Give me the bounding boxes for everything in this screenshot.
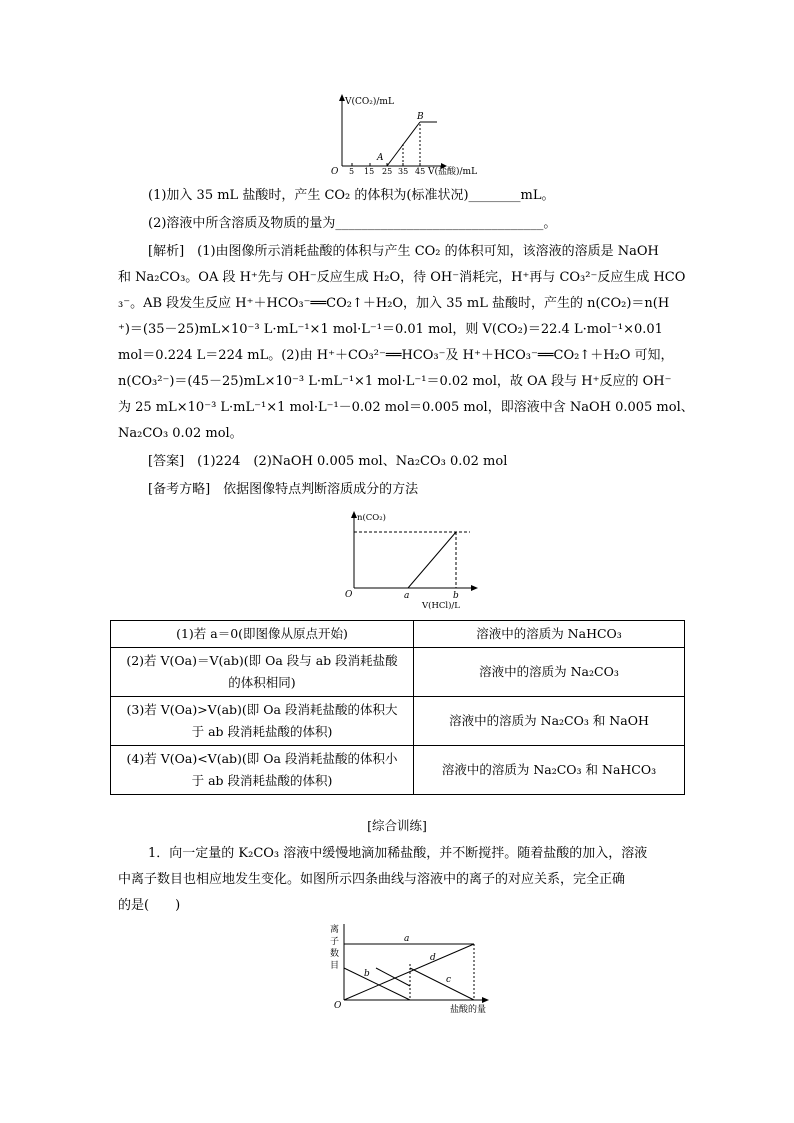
table-cell: 溶液中的溶质为 Na₂CO₃ 和 NaOH bbox=[414, 697, 685, 746]
graph1-tick: 25 bbox=[382, 167, 393, 176]
graph1-y-label: V(CO₂)/mL bbox=[345, 97, 394, 107]
analysis-line: Na₂CO₃ 0.02 mol。 bbox=[118, 426, 243, 441]
table-cell: 溶液中的溶质为 Na₂CO₃ bbox=[414, 648, 685, 697]
curve-c bbox=[376, 968, 410, 986]
table-cell: 溶液中的溶质为 NaHCO₃ bbox=[414, 621, 685, 648]
graph1-tick: 5 bbox=[349, 167, 355, 176]
graph3-label-b: b bbox=[364, 969, 370, 979]
table-cell: 溶液中的溶质为 Na₂CO₃ 和 NaHCO₃ bbox=[414, 746, 685, 795]
analysis-line: ⁺)＝(35－25)mL×10⁻³ L·mL⁻¹×1 mol·L⁻¹＝0.01 mol，则 V(CO₂)＝22.4 L·mol⁻¹×0.01 bbox=[118, 322, 663, 337]
graph3-y-label: 目 bbox=[330, 961, 340, 971]
table-cell: (4)若 V(Oa)<V(ab)(即 Oa 段消耗盐酸的体积小 于 ab 段消耗盐酸的体积) bbox=[111, 746, 414, 795]
exercise-line: 中离子数目也相应地发生变化。如图所示四条曲线与溶液中的离子的对应关系，完全正确 bbox=[118, 872, 626, 887]
graph1-tick: 15 bbox=[364, 167, 375, 176]
graph3-y-label: 数 bbox=[330, 949, 340, 959]
question-1: (1)加入 35 mL 盐酸时，产生 CO₂ 的体积为(标准状况)________mL。 bbox=[148, 188, 555, 203]
graph1-point-b: B bbox=[417, 112, 424, 122]
line-ab bbox=[408, 532, 456, 588]
graph3-y-label: 离 bbox=[330, 925, 340, 935]
table-cell: (2)若 V(Oa)＝V(ab)(即 Oa 段与 ab 段消耗盐酸 的体积相同) bbox=[111, 648, 414, 697]
graph3-y-label: 子 bbox=[330, 937, 340, 947]
graph3-label-d: d bbox=[430, 953, 436, 963]
table-row bbox=[111, 697, 685, 746]
graph1-tick: 45 bbox=[415, 167, 426, 176]
graph2-origin: O bbox=[345, 590, 353, 600]
graph3-x-label: 盐酸的量 bbox=[450, 1005, 487, 1015]
graph1-x-label: V(盐酸)/mL bbox=[428, 167, 478, 176]
question-2: (2)溶液中所含溶质及物质的量为________________________________。 bbox=[148, 216, 557, 231]
exercise-line: 的是( ) bbox=[118, 898, 181, 913]
graph3-origin: O bbox=[334, 1001, 342, 1011]
graph2-x-label: V(HCl)/L bbox=[422, 601, 460, 610]
co2-volume-graph bbox=[325, 92, 505, 176]
training-title: [综合训练] bbox=[367, 818, 427, 833]
table-row bbox=[111, 648, 685, 697]
table-row bbox=[111, 746, 685, 795]
table-cell: (3)若 V(Oa)>V(ab)(即 Oa 段消耗盐酸的体积大 于 ab 段消耗盐酸的体积) bbox=[111, 697, 414, 746]
graph3-label-c: c bbox=[446, 975, 452, 985]
analysis-line: ₃⁻。AB 段发生反应 H⁺＋HCO₃⁻══CO₂↑＋H₂O，加入 35 mL 盐酸时，产生的 n(CO₂)＝n(H bbox=[118, 296, 670, 311]
answer: [答案] (1)224 (2)NaOH 0.005 mol、Na₂CO₃ 0.02 mol bbox=[148, 454, 508, 469]
analysis-line: 和 Na₂CO₃。OA 段 H⁺先与 OH⁻反应生成 H₂O，待 OH⁻消耗完，H⁺再与 CO₃²⁻反应生成 HCO bbox=[118, 270, 686, 285]
graph1-tick: 35 bbox=[398, 167, 409, 176]
table-row bbox=[111, 621, 685, 648]
graph2-a: a bbox=[404, 591, 410, 601]
graph3-label-a: a bbox=[404, 934, 410, 944]
analysis-line: mol＝0.224 L＝224 mL。(2)由 H⁺＋CO₃²⁻══HCO₃⁻及 H⁺＋HCO₃⁻══CO₂↑＋H₂O 可知， bbox=[118, 348, 674, 363]
graph1-point-a: A bbox=[377, 153, 384, 163]
graph2-b: b bbox=[453, 591, 459, 601]
graph2-y-label: n(CO₂) bbox=[357, 513, 386, 523]
analysis-line: 为 25 mL×10⁻³ L·mL⁻¹×1 mol·L⁻¹－0.02 mol＝0.005 mol，即溶液中含 NaOH 0.005 mol、 bbox=[118, 400, 694, 415]
solute-table bbox=[110, 620, 685, 795]
exercise-line: 1．向一定量的 K₂CO₃ 溶液中缓慢地滴加稀盐酸，并不断搅拌。随着盐酸的加入，溶液 bbox=[148, 846, 648, 861]
n-co2-graph bbox=[340, 508, 480, 610]
analysis-line: [解析] (1)由图像所示消耗盐酸的体积与产生 CO₂ 的体积可知，该溶液的溶质是 NaOH bbox=[148, 244, 659, 259]
ion-count-graph bbox=[326, 920, 506, 1016]
analysis-line: n(CO₃²⁻)＝(45－25)mL×10⁻³ L·mL⁻¹×1 mol·L⁻¹＝0.02 mol，故 OA 段与 H⁺反应的 OH⁻ bbox=[118, 374, 672, 389]
table-cell: (1)若 a＝0(即图像从原点开始) bbox=[111, 621, 414, 648]
graph1-origin: O bbox=[331, 167, 339, 176]
strategy-title: [备考方略] 依据图像特点判断溶质成分的方法 bbox=[148, 482, 419, 497]
